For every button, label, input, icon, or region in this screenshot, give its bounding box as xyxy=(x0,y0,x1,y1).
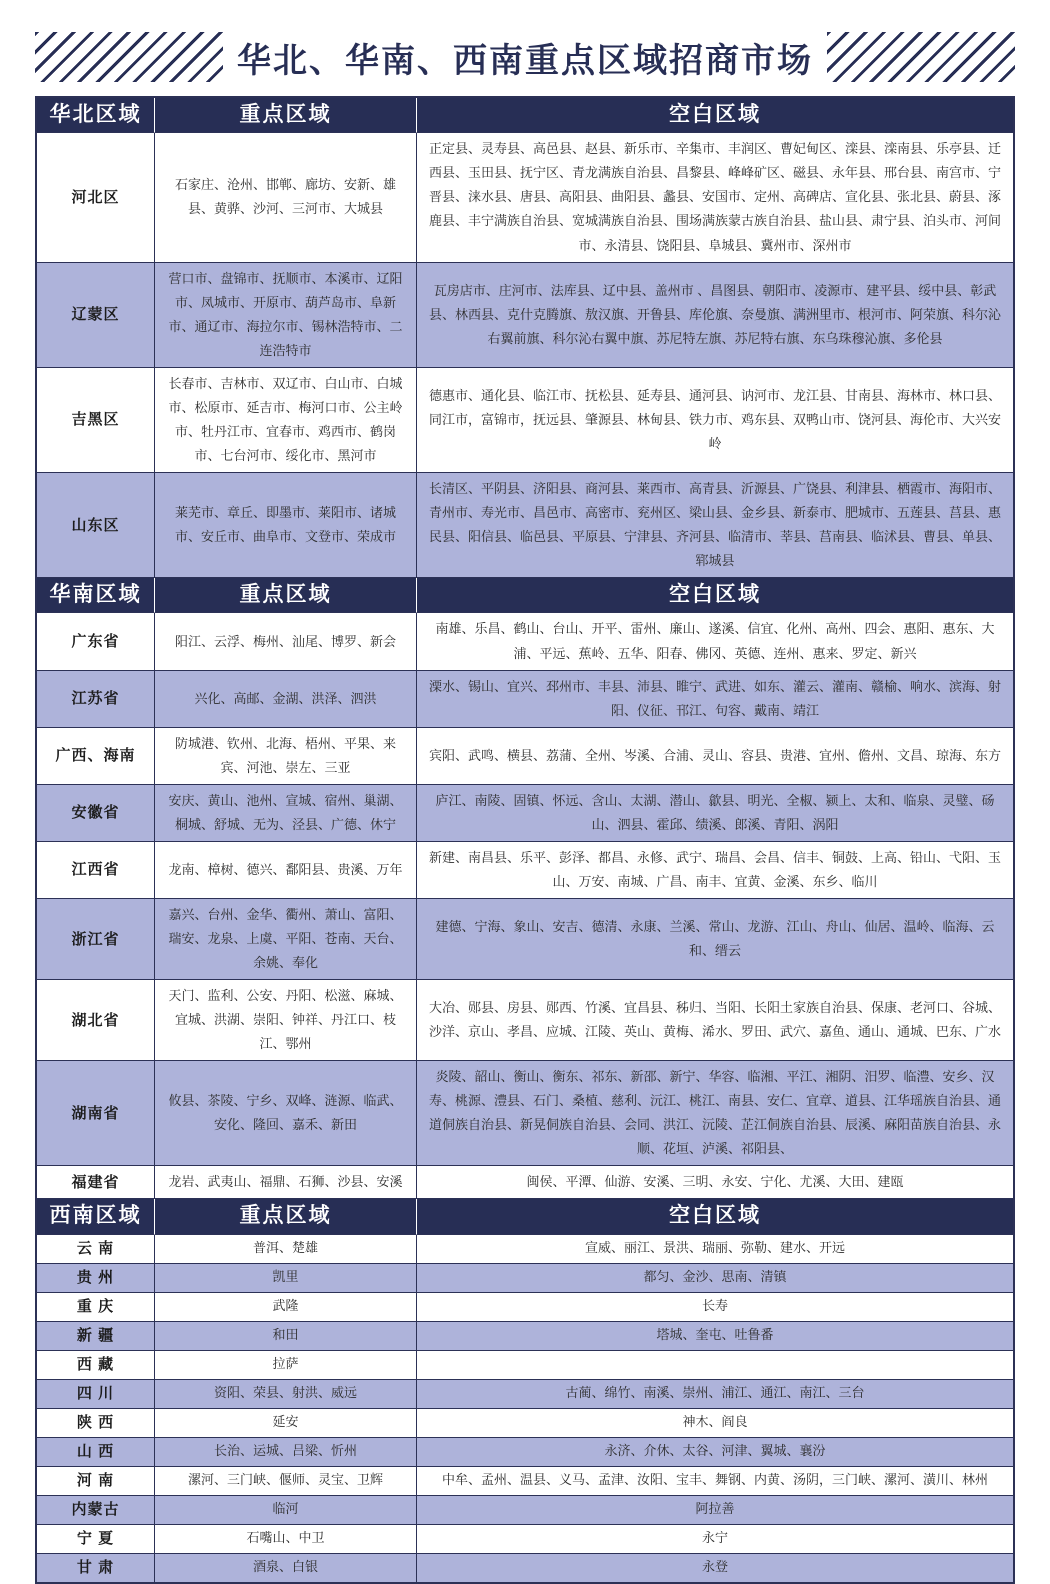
table-row xyxy=(37,842,1013,899)
region-label: 湖南省 xyxy=(37,1061,155,1166)
table-row xyxy=(37,133,1013,262)
key-regions-header: 重点区域 xyxy=(155,98,417,133)
key-regions-cell: 嘉兴、台州、金华、衢州、萧山、富阳、瑞安、龙泉、上虞、平阳、苍南、天台、余姚、奉化 xyxy=(155,899,417,980)
blank-regions-cell: 古蔺、绵竹、南溪、崇州、浦江、通江、南江、三台 xyxy=(417,1380,1013,1409)
table-row xyxy=(37,1351,1013,1380)
blank-regions-cell: 炎陵、韶山、衡山、衡东、祁东、新邵、新宁、华容、临湘、平江、湘阴、汨罗、临澧、安乡、汉寿、桃源、澧县、石门、桑植、慈利、沅江、桃江、南县、安仁、宜章、道县、江华瑶族自治县、通道侗族自治县、新晃侗族自治县、会同、洪江、沅陵、芷江侗族自治县、辰溪、麻阳苗族自治县、永顺、花垣、泸溪、祁阳县、 xyxy=(417,1061,1013,1166)
blank-regions-cell: 正定县、灵寿县、高邑县、赵县、新乐市、辛集市、丰润区、曹妃甸区、滦县、滦南县、乐亭县、迁西县、玉田县、抚宁区、青龙满族自治县、昌黎县、峰峰矿区、磁县、永年县、邢台县、南宫市、宁晋县、涞水县、唐县、高阳县、曲阳县、蠡县、安国市、定州、高碑店、宣化县、张北县、蔚县、涿鹿县、丰宁满族自治县、宽城满族自治县、围场满族蒙古族自治县、盐山县、肃宁县、泊头市、河间市、永清县、饶阳县、阜城县、冀州市、深州市 xyxy=(417,133,1013,262)
key-regions-cell: 延安 xyxy=(155,1409,417,1438)
region-label: 甘 肃 xyxy=(37,1554,155,1582)
table-row xyxy=(37,728,1013,785)
table-row xyxy=(37,1380,1013,1409)
region-label: 江苏省 xyxy=(37,671,155,728)
key-regions-cell: 石家庄、沧州、邯郸、廊坊、安新、雄县、黄骅、沙河、三河市、大城县 xyxy=(155,133,417,262)
page-title: 华北、华南、西南重点区域招商市场 xyxy=(237,41,813,80)
table-row xyxy=(37,899,1013,980)
key-regions-cell: 兴化、高邮、金湖、洪泽、泗洪 xyxy=(155,671,417,728)
table-row xyxy=(37,473,1013,578)
blank-regions-header: 空白区域 xyxy=(417,578,1013,613)
blank-regions-cell: 建德、宁海、象山、安吉、德清、永康、兰溪、常山、龙游、江山、舟山、仙居、温岭、临海、云和、缙云 xyxy=(417,899,1013,980)
blank-regions-cell: 永宁 xyxy=(417,1525,1013,1554)
table-row xyxy=(37,1061,1013,1166)
key-regions-cell: 营口市、盘锦市、抚顺市、本溪市、辽阳市、凤城市、开原市、葫芦岛市、阜新市、通辽市、海拉尔市、锡林浩特市、二连浩特市 xyxy=(155,263,417,368)
table-row xyxy=(37,785,1013,842)
blank-regions-cell: 塔城、奎屯、吐鲁番 xyxy=(417,1322,1013,1351)
region-label: 山 西 xyxy=(37,1438,155,1467)
table-row xyxy=(37,613,1013,670)
table-row xyxy=(37,671,1013,728)
section-header-row xyxy=(37,1199,1013,1234)
region-label: 河北区 xyxy=(37,133,155,262)
table-row xyxy=(37,1525,1013,1554)
blank-regions-cell: 溧水、锡山、宜兴、邳州市、丰县、沛县、睢宁、武进、如东、灌云、灌南、赣榆、响水、滨海、射阳、仪征、邗江、句容、戴南、靖江 xyxy=(417,671,1013,728)
region-label: 四 川 xyxy=(37,1380,155,1409)
region-label: 重 庆 xyxy=(37,1293,155,1322)
region-label: 辽蒙区 xyxy=(37,263,155,368)
blank-regions-cell: 永登 xyxy=(417,1554,1013,1582)
key-regions-cell: 防城港、钦州、北海、梧州、平果、来宾、河池、崇左、三亚 xyxy=(155,728,417,785)
table-row xyxy=(37,1166,1013,1199)
title-stripe-left-decoration xyxy=(35,32,223,82)
region-label: 湖北省 xyxy=(37,980,155,1061)
region-label: 贵 州 xyxy=(37,1264,155,1293)
table-row xyxy=(37,1264,1013,1293)
table-row xyxy=(37,1235,1013,1264)
key-regions-cell: 龙南、樟树、德兴、鄱阳县、贵溪、万年 xyxy=(155,842,417,899)
blank-regions-cell: 德惠市、通化县、临江市、抚松县、延寿县、通河县、讷河市、龙江县、甘南县、海林市、林口县、同江市，富锦市，抚远县、肇源县、林甸县、铁力市、鸡东县、双鸭山市、饶河县、海伦市、大兴安岭 xyxy=(417,368,1013,473)
blank-regions-cell: 中牟、孟州、温县、义马、孟津、汝阳、宝丰、舞钢、内黄、汤阴，三门峡、漯河、潢川、林州 xyxy=(417,1467,1013,1496)
blank-regions-cell: 阿拉善 xyxy=(417,1496,1013,1525)
key-regions-cell: 攸县、茶陵、宁乡、双峰、涟源、临武、安化、隆回、嘉禾、新田 xyxy=(155,1061,417,1166)
blank-regions-cell xyxy=(417,1351,1013,1380)
table-row xyxy=(37,1322,1013,1351)
key-regions-cell: 和田 xyxy=(155,1322,417,1351)
blank-regions-header: 空白区域 xyxy=(417,98,1013,133)
key-regions-cell: 长春市、吉林市、双辽市、白山市、白城市、松原市、延吉市、梅河口市、公主岭市、牡丹江市、宜春市、鸡西市、鹤岗市、七台河市、绥化市、黑河市 xyxy=(155,368,417,473)
key-regions-cell: 普洱、楚雄 xyxy=(155,1235,417,1264)
table-row xyxy=(37,1409,1013,1438)
table-row xyxy=(37,368,1013,473)
region-label: 浙江省 xyxy=(37,899,155,980)
key-regions-header: 重点区域 xyxy=(155,578,417,613)
region-label: 安徽省 xyxy=(37,785,155,842)
key-regions-cell: 阳江、云浮、梅州、汕尾、博罗、新会 xyxy=(155,613,417,670)
key-regions-cell: 龙岩、武夷山、福鼎、石狮、沙县、安溪 xyxy=(155,1166,417,1199)
blank-regions-cell: 瓦房店市、庄河市、法库县、辽中县、盖州市 、昌图县、朝阳市、凌源市、建平县、绥中县、彰武县、林西县、克什克腾旗、敖汉旗、开鲁县、库伦旗、奈曼旗、满洲里市、根河市、阿荣旗、科尔沁右翼前旗、科尔沁右翼中旗、苏尼特左旗、苏尼特右旗、东乌珠穆沁旗、多伦县 xyxy=(417,263,1013,368)
key-regions-cell: 漯河、三门峡、偃师、灵宝、卫辉 xyxy=(155,1467,417,1496)
blank-regions-cell: 闽侯、平潭、仙游、安溪、三明、永安、宁化、尤溪、大田、建瓯 xyxy=(417,1166,1013,1199)
key-regions-cell: 拉萨 xyxy=(155,1351,417,1380)
section-header-row xyxy=(37,578,1013,613)
region-label: 西 藏 xyxy=(37,1351,155,1380)
blank-regions-cell: 大冶、郧县、房县、郧西、竹溪、宜昌县、秭归、当阳、长阳土家族自治县、保康、老河口、谷城、沙洋、京山、孝昌、应城、江陵、英山、黄梅、浠水、罗田、武穴、嘉鱼、通山、通城、巴东、广水 xyxy=(417,980,1013,1061)
table-row xyxy=(37,1467,1013,1496)
key-regions-cell: 莱芜市、章丘、即墨市、莱阳市、诸城市、安丘市、曲阜市、文登市、荣成市 xyxy=(155,473,417,578)
key-regions-cell: 资阳、荣县、射洪、威远 xyxy=(155,1380,417,1409)
blank-regions-header: 空白区域 xyxy=(417,1199,1013,1234)
region-label: 山东区 xyxy=(37,473,155,578)
key-regions-cell: 石嘴山、中卫 xyxy=(155,1525,417,1554)
title-bar xyxy=(35,28,1015,86)
table-row xyxy=(37,1293,1013,1322)
blank-regions-cell: 宣威、丽江、景洪、瑞丽、弥勒、建水、开远 xyxy=(417,1235,1013,1264)
table-row xyxy=(37,263,1013,368)
blank-regions-cell: 宾阳、武鸣、横县、荔蒲、全州、岑溪、合浦、灵山、容县、贵港、宜州、儋州、文昌、琼海、东方 xyxy=(417,728,1013,785)
blank-regions-cell: 庐江、南陵、固镇、怀远、含山、太湖、潜山、歙县、明光、全椒、颍上、太和、临泉、灵璧、砀山、泗县、霍邱、绩溪、郎溪、青阳、涡阳 xyxy=(417,785,1013,842)
table-row xyxy=(37,1554,1013,1582)
key-regions-cell: 安庆、黄山、池州、宣城、宿州、巢湖、桐城、舒城、无为、泾县、广德、休宁 xyxy=(155,785,417,842)
region-label: 江西省 xyxy=(37,842,155,899)
table-row xyxy=(37,1438,1013,1467)
blank-regions-cell: 新建、南昌县、乐平、彭泽、都昌、永修、武宁、瑞昌、会昌、信丰、铜鼓、上高、铅山、弋阳、玉山、万安、南城、广昌、南丰、宜黄、金溪、东乡、临川 xyxy=(417,842,1013,899)
key-regions-cell: 凯里 xyxy=(155,1264,417,1293)
blank-regions-cell: 南雄、乐昌、鹤山、台山、开平、雷州、廉山、遂溪、信宜、化州、高州、四会、惠阳、惠东、大浦、平远、蕉岭、五华、阳春、佛冈、英德、连州、惠来、罗定、新兴 xyxy=(417,613,1013,670)
table-row xyxy=(37,980,1013,1061)
region-label: 宁 夏 xyxy=(37,1525,155,1554)
region-label: 云 南 xyxy=(37,1235,155,1264)
region-label: 河 南 xyxy=(37,1467,155,1496)
key-regions-header: 重点区域 xyxy=(155,1199,417,1234)
table-row xyxy=(37,1496,1013,1525)
region-label: 吉黑区 xyxy=(37,368,155,473)
key-regions-cell: 长治、运城、吕梁、忻州 xyxy=(155,1438,417,1467)
key-regions-cell: 临河 xyxy=(155,1496,417,1525)
region-label: 新 疆 xyxy=(37,1322,155,1351)
blank-regions-cell: 神木、阎良 xyxy=(417,1409,1013,1438)
key-regions-cell: 天门、监利、公安、丹阳、松滋、麻城、宜城、洪湖、崇阳、钟祥、丹江口、枝江、鄂州 xyxy=(155,980,417,1061)
blank-regions-cell: 长清区、平阴县、济阳县、商河县、莱西市、高青县、沂源县、广饶县、利津县、栖霞市、海阳市、青州市、寿光市、昌邑市、高密市、兖州区、梁山县、金乡县、新泰市、肥城市、五莲县、莒县、惠民县、阳信县、临邑县、平原县、宁津县、齐河县、临清市、莘县、莒南县、临沭县、曹县、单县、郓城县 xyxy=(417,473,1013,578)
region-label: 福建省 xyxy=(37,1166,155,1199)
section-region-header: 华北区域 xyxy=(37,98,155,133)
region-label: 内蒙古 xyxy=(37,1496,155,1525)
region-label: 广西、海南 xyxy=(37,728,155,785)
blank-regions-cell: 长寿 xyxy=(417,1293,1013,1322)
section-region-header: 华南区域 xyxy=(37,578,155,613)
key-regions-cell: 武隆 xyxy=(155,1293,417,1322)
blank-regions-cell: 永济、介休、太谷、河津、翼城、襄汾 xyxy=(417,1438,1013,1467)
blank-regions-cell: 都匀、金沙、思南、清镇 xyxy=(417,1264,1013,1293)
section-region-header: 西南区域 xyxy=(37,1199,155,1234)
section-header-row xyxy=(37,98,1013,133)
region-table xyxy=(35,96,1015,1584)
region-label: 陕 西 xyxy=(37,1409,155,1438)
region-label: 广东省 xyxy=(37,613,155,670)
title-stripe-right-decoration xyxy=(827,32,1015,82)
key-regions-cell: 酒泉、白银 xyxy=(155,1554,417,1582)
